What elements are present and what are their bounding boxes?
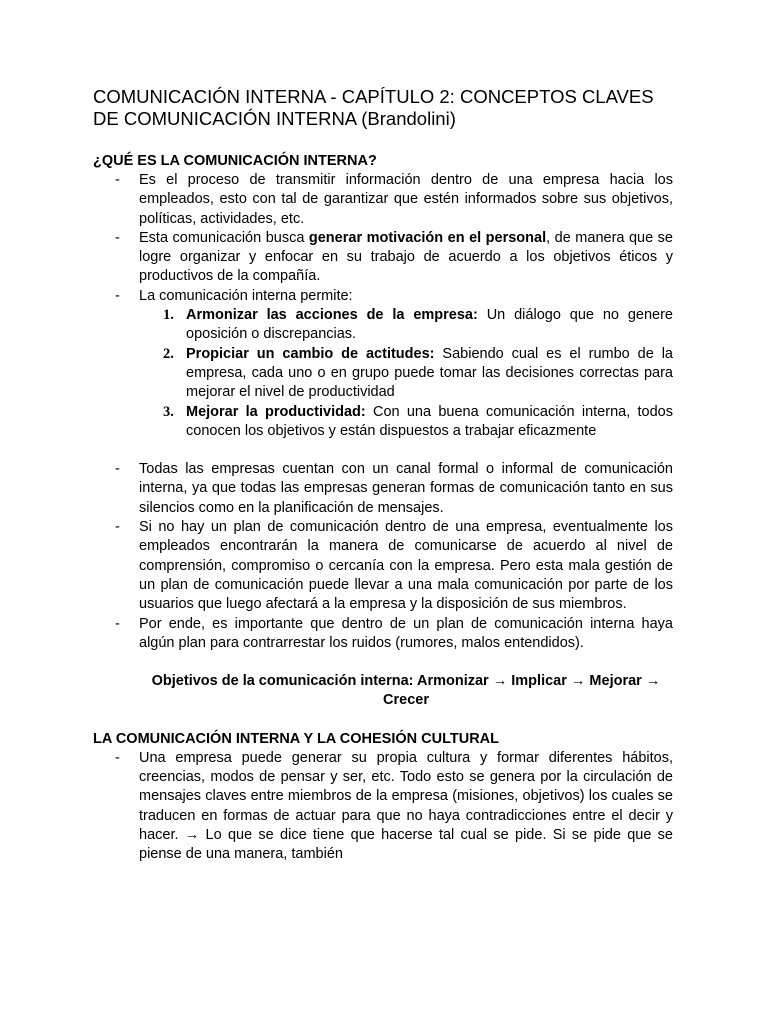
- item-bold: Propiciar un cambio de actitudes:: [186, 345, 435, 362]
- bullet-cultura: - Una empresa puede generar su propia cultura y formar diferentes hábitos, creencias, modos de pensar y ser, etc. Todo esto se genera por la circulación de mensajes claves entre miembros de la empresa (misiones, objetivos) los cuales se traducen en formas de actuar para que no haya contradicciones entre el decir y hacer. → Lo que se dice tiene que hacerse tal cual se pide. Si se pide que se piense de una manera, también: [93, 749, 673, 865]
- document-page: [93, 86, 673, 865]
- section2-bullet-list: [93, 749, 673, 865]
- bullet-permite-text: La comunicación interna permite:: [139, 287, 353, 304]
- bullet-permite: [93, 287, 673, 441]
- spacer: [93, 653, 673, 672]
- item-number: 2.: [163, 345, 174, 362]
- numbered-item: [139, 345, 673, 403]
- bullet-canal: - Todas las empresas cuentan con un canal formal o informal de comunicación interna, ya que todas las empresas generan formas de comunicación tanto en sus silencios como en la planificación de mensajes.: [93, 460, 673, 518]
- section1-bullet-list-2: [93, 460, 673, 653]
- item-text: Con una buena comunicación interna, todos conocen los objetivos y están dispuestos a trabajar eficazmente: [186, 403, 673, 439]
- item-text: Un diálogo que no genere oposición o discrepancias.: [186, 307, 673, 343]
- bullet-motivation-bold: generar motivación en el personal: [308, 229, 547, 246]
- numbered-item: [139, 403, 673, 442]
- bullet-ruidos: - Por ende, es importante que dentro de un plan de comunicación interna haya algún plan para contrarrestar los ruidos (rumores, malos entendidos).: [93, 615, 673, 654]
- bullet-motivation-text-pre: Esta comunicación busca: [139, 229, 309, 246]
- item-bold: Armonizar las acciones de la empresa:: [186, 307, 478, 324]
- spacer: [93, 711, 673, 730]
- section1-bullet-list: [93, 171, 673, 441]
- numbered-list: [139, 306, 673, 441]
- bullet-motivation: [93, 229, 673, 287]
- bullet-motivation-text-post: , de manera que se logre organizar y enfocar en su trabajo de acuerdo a los objetivos éticos y productivos de la compañía.: [139, 229, 673, 285]
- bullet-plan: - Si no hay un plan de comunicación dentro de una empresa, eventualmente los empleados encontrarán la manera de comunicarse de acuerdo al nivel de comprensión, compromiso o cercanía con la empresa. Pero esta mala gestión de un plan de comunicación puede llevar a una mala comunicación por parte de los usuarios que luego afectará a la empresa y la disposición de sus miembros.: [93, 518, 673, 614]
- item-number: 3.: [163, 403, 174, 420]
- document-title: COMUNICACIÓN INTERNA - CAPÍTULO 2: CONCEPTOS CLAVES DE COMUNICACIÓN INTERNA (Brandolini): [93, 86, 654, 129]
- bullet-definition: - Es el proceso de transmitir información dentro de una empresa hacia los empleados, esto con tal de garantizar que estén informados sobre sus objetivos, políticas, actividades, etc.: [93, 171, 673, 229]
- spacer: [93, 441, 673, 460]
- item-text: Sabiendo cual es el rumbo de la empresa, cada uno o en grupo puede tomar las decisiones correctas para mejorar el nivel de productividad: [186, 345, 673, 401]
- objectives-line: Objetivos de la comunicación interna: Armonizar → Implicar → Mejorar → Crecer: [151, 673, 661, 709]
- item-number: 1.: [163, 307, 174, 324]
- section-heading-que-es: ¿QUÉ ES LA COMUNICACIÓN INTERNA?: [93, 153, 377, 169]
- item-bold: Mejorar la productividad:: [186, 403, 366, 420]
- section-heading-cohesion: LA COMUNICACIÓN INTERNA Y LA COHESIÓN CULTURAL: [93, 730, 499, 747]
- numbered-item: [139, 306, 673, 345]
